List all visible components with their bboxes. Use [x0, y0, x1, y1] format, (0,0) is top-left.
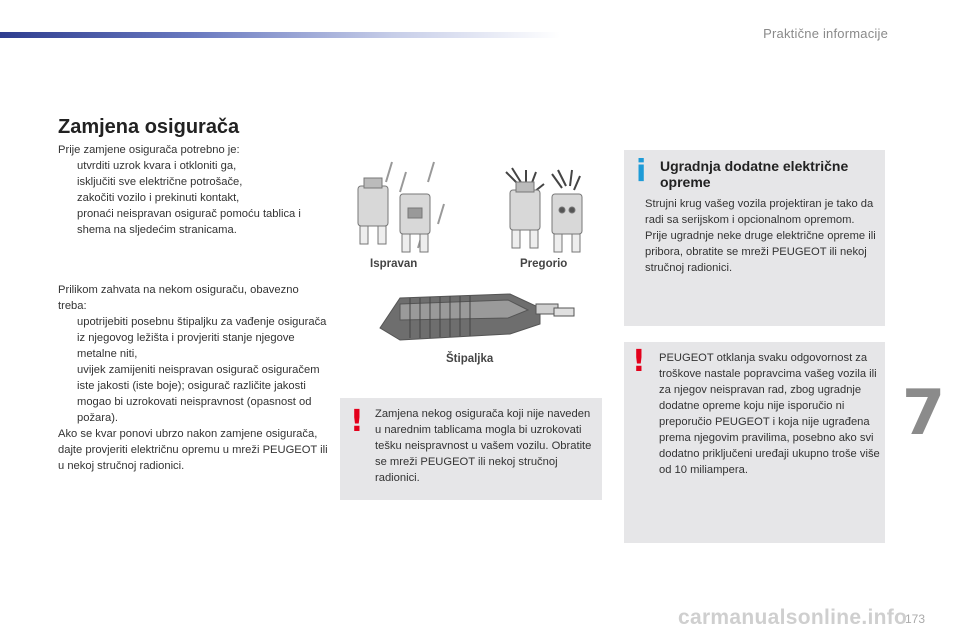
- fuse-ok-icon: [358, 162, 444, 252]
- warning-icon: !: [632, 344, 646, 379]
- intro-section: [58, 142, 328, 238]
- list-item: [58, 362, 330, 426]
- list-item-text: zakočiti vozilo i prekinuti kontakt,: [77, 192, 240, 204]
- info-heading: Ugradnja dodatne električne opreme: [660, 158, 849, 190]
- list-item: [58, 314, 330, 362]
- section-title: Praktične informacije: [763, 26, 888, 41]
- fuse-illustration: [340, 158, 602, 378]
- list-item: [58, 158, 328, 174]
- info-paragraph-1: Strujni krug vašeg vozila projektiran je tako da radi sa serijskom i opcionalnom opremom.: [645, 198, 874, 226]
- intro-text: Prije zamjene osigurača potrebno je:: [58, 144, 240, 156]
- list-item-text: pronaći neispravan osigurač pomoću tablica i shema na sljedećim stranicama.: [77, 208, 301, 236]
- list-item-text: upotrijebiti posebnu štipaljku za vađenje osigurača iz njegovog ležišta i provjeriti stanje njegove metalne niti,: [77, 316, 327, 360]
- list-item-text: uvijek zamijeniti neispravan osigurač osiguračem iste jakosti (iste boje); osigurač različite jakosti mogao bi uzrokovati neispravnost (opasnost od požara).: [77, 364, 320, 424]
- page-number: 173: [905, 612, 926, 626]
- chapter-number: 7: [902, 376, 946, 449]
- warning-box-right: [624, 342, 885, 543]
- page-title: Zamjena osigurača: [58, 116, 240, 138]
- warning-text: PEUGEOT otklanja svaku odgovornost za troškove nastale popravcima vašeg vozila ili za njegov neispravan rad, zbog ugradnje dodatne opreme koju nije isporučio ni preporučio PEUGEOT i koja nije ugrađena prema njegovim pravilima, posebno ako svi dodatno priključeni uređaji ukupno troše više od 10 miliampera.: [659, 352, 880, 476]
- list-item: [58, 190, 328, 206]
- procedure-intro: Prilikom zahvata na nekom osiguraču, obavezno treba:: [58, 284, 299, 312]
- header-gradient-bar: [0, 32, 560, 38]
- prep-steps-list: [58, 158, 328, 238]
- fuse-puller-icon: [380, 294, 574, 340]
- fuse-blown-label: Pregorio: [520, 258, 568, 270]
- fuse-ok-label: Ispravan: [370, 258, 418, 270]
- warning-icon: !: [350, 404, 364, 439]
- warning-text: Zamjena nekog osigurača koji nije naveden u narednim tablicama mogla bi uzrokovati tešku neispravnost u vašem vozilu. Obratite se mreži PEUGEOT ili nekoj stručnoj radionici.: [375, 408, 592, 484]
- procedure-section: [58, 282, 330, 474]
- info-box: [624, 150, 885, 326]
- list-item-text: utvrditi uzrok kvara i otkloniti ga,: [77, 160, 237, 172]
- list-item: [58, 206, 328, 238]
- list-item-text: isključiti sve električne potrošače,: [77, 176, 243, 188]
- info-paragraph-2: Prije ugradnje neke druge električne opreme ili pribora, obratite se mreži PEUGEOT ili nekoj stručnoj radionici.: [645, 230, 876, 274]
- list-item: [58, 174, 328, 190]
- procedure-list: [58, 314, 330, 426]
- fuse-puller-label: Štipaljka: [446, 353, 494, 365]
- info-text: [645, 196, 880, 276]
- closing-text: Ako se kvar ponovi ubrzo nakon zamjene osigurača, dajte provjeriti električnu opremu u mreži PEUGEOT ili u nekoj stručnoj radionici.: [58, 428, 328, 472]
- warning-box-center: [340, 398, 602, 500]
- info-icon: i: [636, 154, 647, 189]
- fuse-blown-icon: [506, 168, 582, 252]
- watermark: carmanualsonline.info: [678, 606, 908, 629]
